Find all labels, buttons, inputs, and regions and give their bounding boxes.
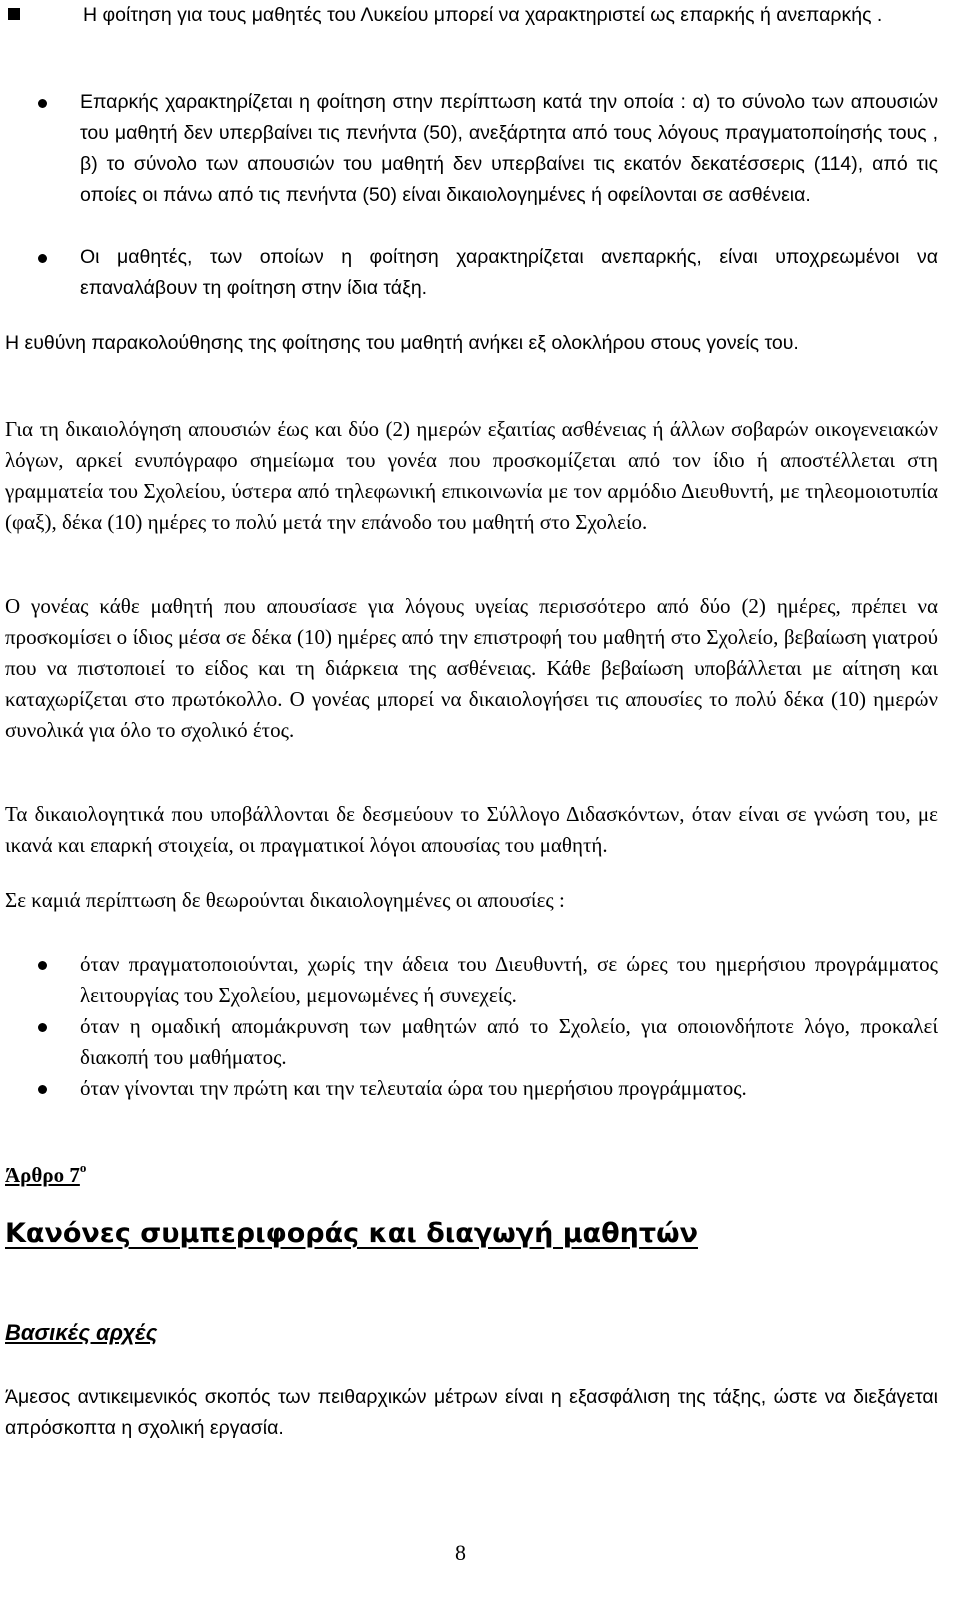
responsibility-paragraph: Η ευθύνη παρακολούθησης της φοίτησης του μαθητή ανήκει εξ ολοκλήρου στους γονείς του. xyxy=(5,332,799,354)
bullet-dot-icon xyxy=(38,254,47,263)
bullet-dot-icon xyxy=(38,961,47,970)
section-heading: Κανόνες συμπεριφοράς και διαγωγή μαθητών xyxy=(5,1218,698,1249)
article-superscript: ο xyxy=(79,1160,87,1175)
page-number: 8 xyxy=(455,1540,466,1565)
article-heading xyxy=(5,1160,86,1188)
bullet-group-absence: όταν η ομαδική απομάκρυνση των μαθητών από το Σχολείο, για οποιονδήποτε λόγο, προκαλεί διακοπή του μαθήματος. xyxy=(80,1014,938,1069)
bullet-without-permission: όταν πραγματοποιούνται, χωρίς την άδεια του Διευθυντή, σε ώρες του ημερήσιου προγράμματος λειτουργίας του Σχολείου, μεμονωμένες ή συνεχείς. xyxy=(80,952,938,1007)
bullet-dot-icon xyxy=(38,1023,47,1032)
medical-certificate-paragraph: Ο γονέας κάθε μαθητή που απουσίασε για λόγους υγείας περισσότερο από δύο (2) ημέρες, πρέπει να προσκομίσει ο ίδιος μέσα σε δέκα (10) ημέρες από την επιστροφή του μαθητή στο Σχολείο, βεβαίωση γιατρού που να πιστοποιεί το είδος και τη διάρκεια της ασθένειας. Κάθε βεβαίωση υποβάλλεται με αίτηση και καταχωρίζεται στο πρωτόκολλο. Ο γονέας μπορεί να δικαιολογήσει τις απουσίες το πολύ δέκα (10) ημερών συνολικά για όλο το σχολικό έτος. xyxy=(5,594,938,742)
teachers-council-paragraph: Τα δικαιολογητικά που υποβάλλονται δε δεσμεύουν το Σύλλογο Διδασκόντων, όταν είναι σε γνώση του, με ικανά και επαρκή στοιχεία, οι πραγματικοί λόγοι απουσίας του μαθητή. xyxy=(5,802,938,857)
subheading: Βασικές αρχές xyxy=(5,1320,158,1345)
bullet-insufficient-attendance: Οι μαθητές, των οποίων η φοίτηση χαρακτηρίζεται ανεπαρκής, είναι υποχρεωμένοι να επαναλάβουν τη φοίτηση στην ίδια τάξη. xyxy=(80,246,938,299)
two-days-paragraph: Για τη δικαιολόγηση απουσιών έως και δύο (2) ημερών εξαιτίας ασθένειας ή άλλων σοβαρών οικογενειακών λόγων, αρκεί ενυπόγραφο σημείωμα του γονέα που προσκομίζεται από τον ίδιο ή αποστέλλεται στη γραμματεία του Σχολείου, ύστερα από τηλεφωνική επικοινωνία με τον αρμόδιο Διευθυντή, με τηλεομοιοτυπία (φαξ), δέκα (10) ημέρες το πολύ μετά την επάνοδο του μαθητή στο Σχολείο. xyxy=(5,417,938,534)
bullet-sufficient-attendance: Επαρκής χαρακτηρίζεται η φοίτηση στην περίπτωση κατά την οποία : α) το σύνολο των απουσιών του μαθητή δεν υπερβαίνει τις πενήντα (50), ανεξάρτητα από τους λόγους πραγματοποίησής τους , β) το σύνολο των απουσιών του μαθητή δεν υπερβαίνει τις εκατόν δεκατέσσερις (114), από τις οποίες οι πάνω από τις πενήντα (50) είναι δικαιολογημένες ή οφείλονται σε ασθένεια. xyxy=(80,91,938,206)
intro-paragraph: Η φοίτηση για τους μαθητές του Λυκείου μπορεί να χαρακτηριστεί ως επαρκής ή ανεπαρκής . xyxy=(83,4,883,26)
bullet-dot-icon xyxy=(38,1085,47,1094)
bullet-dot-icon xyxy=(38,99,47,108)
not-justified-intro: Σε καμιά περίπτωση δε θεωρούνται δικαιολογημένες οι απουσίες : xyxy=(5,888,565,912)
principles-paragraph: Άμεσος αντικειμενικός σκοπός των πειθαρχικών μέτρων είναι η εξασφάλιση της τάξης, ώστε να διεξάγεται απρόσκοπτα η σχολική εργασία. xyxy=(5,1386,938,1439)
bullet-first-last-hour: όταν γίνονται την πρώτη και την τελευταία ώρα του ημερήσιου προγράμματος. xyxy=(80,1076,747,1100)
article-label: Άρθρο 7 xyxy=(5,1163,80,1187)
